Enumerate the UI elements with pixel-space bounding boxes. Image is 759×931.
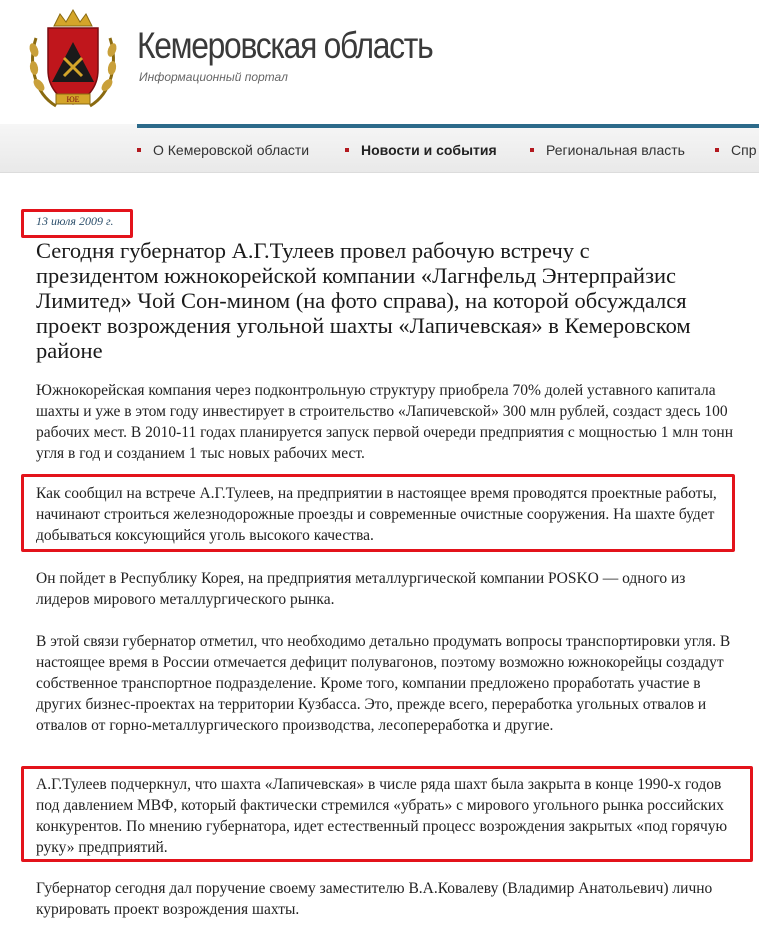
site-header	[0, 0, 759, 124]
nav-item-label: Спр	[731, 142, 757, 158]
article-paragraph: В этой связи губернатор отметил, что необходимо детально продумать вопросы транспортировки угля. В настоящее время в России отмечается дефицит полувагонов, поэтому возможно южнокорейцы создадут собственное транспортное подразделение. Кроме того, компании предложено проработать участие в других бизнес-проектах на территории Кузбасса. Это, прежде всего, переработка угольных отвалов и отвалов от горно-металлургического производства, лесопереработка и другие.	[36, 633, 731, 734]
site-subtitle: Информационный портал	[139, 70, 288, 84]
article-paragraph: А.Г.Тулеев подчеркнул, что шахта «Лапичевская» в числе ряда шахт была закрыта в конце 1990-х годов под давлением МВФ, который фактически стремился «убрать» с мирового угольного рынка российских конкурентов. По мнению губернатора, идет естественный процесс возрождения закрытых «под горячую руку» предприятий.	[36, 776, 728, 856]
main-navigation	[0, 124, 759, 173]
article-date: 13 июля 2009 г.	[36, 214, 114, 228]
nav-bullet-icon	[345, 148, 349, 152]
nav-item-news-events[interactable]	[345, 142, 497, 159]
svg-text:ЮЕ: ЮЕ	[66, 95, 80, 104]
article-headline: Сегодня губернатор А.Г.Тулеев провел рабочую встречу с президентом южнокорейской компании «Лагнфельд Энтерпрайзис Лимитед» Чой Сон-мином (на фото справа), на которой обсуждался проект возрождения угольной шахты «Лапичевская» в Кемеровском районе	[36, 238, 691, 363]
article-paragraph: Южнокорейская компания через подконтрольную структуру приобрела 70% долей уставного капитала шахты и уже в этом году инвестирует в строительство «Лапичевской» 300 млн рублей, создаст здесь 100 рабочих мест. В 2010-11 годах планируется запуск первой очереди предприятия с мощностью 1 млн тонн угля в год и созданием 1 тыс новых рабочих мест.	[36, 382, 733, 462]
nav-item-label: О Кемеровской области	[153, 142, 310, 158]
nav-item-label: Региональная власть	[546, 142, 685, 158]
nav-item-label: Новости и события	[361, 142, 497, 158]
nav-bullet-icon	[137, 148, 141, 152]
coat-of-arms-icon[interactable]	[26, 8, 120, 112]
nav-accent-bar	[137, 124, 759, 128]
nav-bullet-icon	[530, 148, 534, 152]
article-paragraph: Он пойдет в Республику Корея, на предприятия металлургической компании POSKO — одного из лидеров мирового металлургического рынка.	[36, 570, 686, 608]
nav-bullet-icon	[715, 148, 719, 152]
site-title[interactable]: Кемеровская область	[137, 25, 433, 66]
article-paragraph: Как сообщил на встрече А.Г.Тулеев, на предприятии в настоящее время проводятся проектные работы, начинают строиться железнодорожные проезды и современные очистные сооружения. На шахте будет добываться коксующийся уголь высокого качества.	[36, 485, 717, 544]
nav-item-regional-government[interactable]	[530, 142, 685, 159]
nav-item-reference[interactable]	[715, 142, 756, 159]
article-paragraph: Губернатор сегодня дал поручение своему заместителю В.А.Ковалеву (Владимир Анатольевич) лично курировать проект возрождения шахты.	[36, 880, 713, 918]
nav-item-about-region[interactable]	[137, 142, 309, 159]
